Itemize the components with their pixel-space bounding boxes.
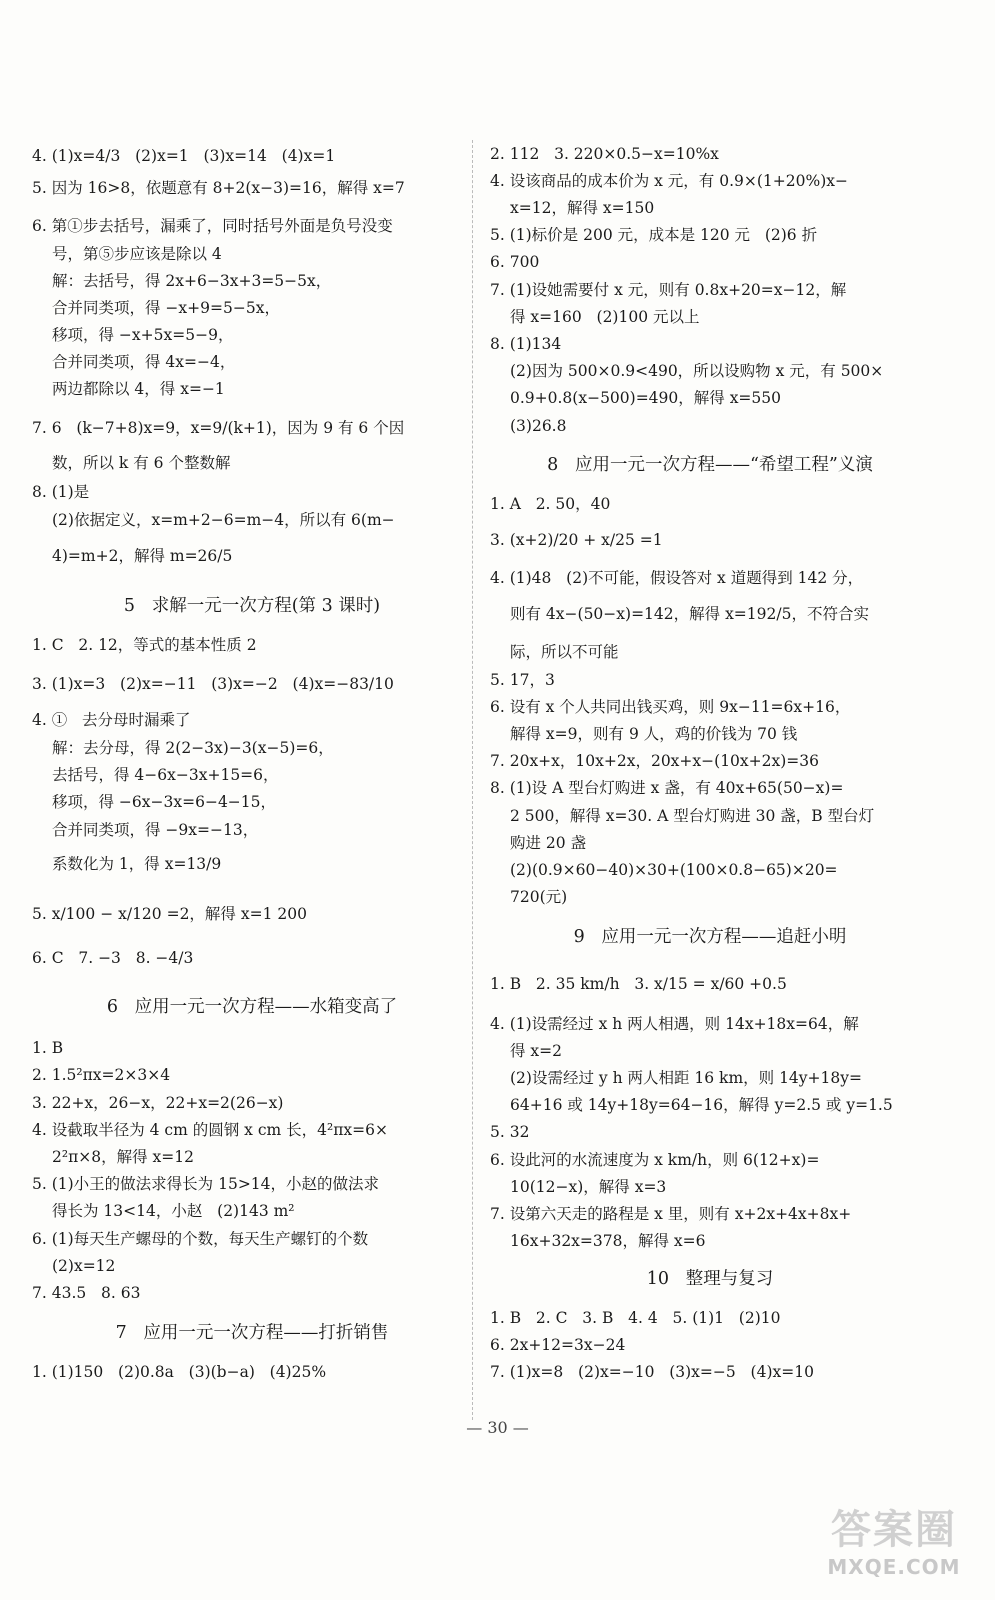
- answer-line: 4. (1)设需经过 x h 两人相遇，则 14x+18x=64，解: [490, 1015, 859, 1033]
- answer-line: 6. 2x+12=3x−24: [490, 1336, 626, 1354]
- answer-line: 4. ① 去分母时漏乘了: [32, 711, 191, 729]
- answer-line: 5. 17，3: [490, 671, 555, 689]
- answer-line: 系数化为 1，得 x=13/9: [52, 855, 222, 873]
- answer-line: 5. x/100 − x/120 =2，解得 x=1 200: [32, 905, 307, 923]
- answer-line: 1. C 2. 12，等式的基本性质 2: [32, 636, 257, 654]
- answer-line: 则有 4x−(50−x)=142，解得 x=192/5，不符合实: [510, 605, 869, 623]
- answer-line: 4. 设截取半径为 4 cm 的圆钢 x cm 长，4²πx=6×: [32, 1121, 388, 1139]
- answer-line: 10(12−x)，解得 x=3: [510, 1178, 667, 1196]
- answer-line: 2. 1.5²πx=2×3×4: [32, 1066, 171, 1084]
- answer-line: 解得 x=9，则有 9 人，鸡的价钱为 70 钱: [510, 725, 798, 743]
- answer-line: 3. (1)x=3 (2)x=−11 (3)x=−2 (4)x=−83/10: [32, 675, 394, 693]
- answer-line: 际，所以不可能: [510, 643, 619, 661]
- section-heading: 10 整理与复习: [646, 1269, 774, 1289]
- answer-line: 720(元): [510, 888, 568, 906]
- watermark: [819, 1505, 969, 1595]
- answer-line: (2)(0.9×60−40)×30+(100×0.8−65)×20=: [510, 861, 838, 879]
- answer-line: 解：去括号，得 2x+6−3x+3=5−5x，: [52, 272, 332, 290]
- answer-line: 1. (1)150 (2)0.8a (3)(b−a) (4)25%: [32, 1363, 327, 1381]
- answer-line: 8. (1)设 A 型台灯购进 x 盏，有 40x+65(50−x)=: [490, 779, 844, 797]
- answer-line: 4. 设该商品的成本价为 x 元，有 0.9×(1+20%)x−: [490, 172, 848, 190]
- answer-line: 3. (x+2)/20 + x/25 =1: [490, 531, 663, 549]
- answer-line: 1. B 2. 35 km/h 3. x/15 = x/60 +0.5: [490, 975, 787, 993]
- watermark-url: MXQE.COM: [827, 1555, 961, 1579]
- answer-line: 6. 第①步去括号，漏乘了，同时括号外面是负号没变: [32, 217, 393, 235]
- answer-line: 2 500，解得 x=30. A 型台灯购进 30 盏，B 型台灯: [510, 807, 875, 825]
- answer-line: 8. (1)是: [32, 483, 90, 501]
- answer-line: 3. 22+x，26−x，22+x=2(26−x): [32, 1094, 284, 1112]
- answer-line: 6. 设有 x 个人共同出钱买鸡，则 9x−11=6x+16，: [490, 698, 851, 716]
- answer-line: 5. 32: [490, 1123, 530, 1141]
- answer-line: 两边都除以 4，得 x=−1: [52, 380, 225, 398]
- answer-line: 7. (1)设她需要付 x 元，则有 0.8x+20=x−12，解: [490, 281, 847, 299]
- answer-line: 7. 43.5 8. 63: [32, 1284, 141, 1302]
- answer-line: 7. 20x+x，10x+2x，20x+x−(10x+2x)=36: [490, 752, 820, 770]
- answer-line: 5. (1)小王的做法求得长为 15>14，小赵的做法求: [32, 1175, 380, 1193]
- answer-line: 移项，得 −6x−3x=6−4−15，: [52, 793, 277, 811]
- answer-line: 5. 因为 16>8，依题意有 8+2(x−3)=16，解得 x=7: [32, 179, 405, 197]
- watermark-logo: 答案圈: [831, 1507, 957, 1553]
- answer-line: 6. C 7. −3 8. −4/3: [32, 949, 194, 967]
- answer-line: 4)=m+2，解得 m=26/5: [52, 547, 233, 565]
- answer-line: 去括号，得 4−6x−3x+15=6，: [52, 766, 279, 784]
- answer-line: 解：去分母，得 2(2−3x)−3(x−5)=6，: [52, 739, 334, 757]
- answer-line: 2. 112 3. 220×0.5−x=10%x: [490, 145, 719, 163]
- section-heading: 7 应用一元一次方程——打折销售: [115, 1323, 389, 1343]
- answer-line: 1. B 2. C 3. B 4. 4 5. (1)1 (2)10: [490, 1309, 781, 1327]
- answer-line: (3)26.8: [510, 417, 567, 435]
- answer-line: 移项，得 −x+5x=5−9，: [52, 326, 234, 344]
- answer-line: (2)x=12: [52, 1257, 116, 1275]
- answer-line: (2)设需经过 y h 两人相距 16 km，则 14y+18y=: [510, 1069, 863, 1087]
- answer-line: 合并同类项，得 4x=−4，: [52, 353, 236, 371]
- column-divider: [472, 140, 473, 1420]
- section-heading: 5 求解一元一次方程(第 3 课时): [123, 596, 381, 616]
- answer-line: 合并同类项，得 −9x=−13，: [52, 821, 259, 839]
- answer-line: 1. A 2. 50，40: [490, 495, 611, 513]
- answer-line: 5. (1)标价是 200 元，成本是 120 元 (2)6 折: [490, 226, 818, 244]
- answer-line: 7. 6 (k−7+8)x=9，x=9/(k+1)，因为 9 有 6 个因: [32, 419, 405, 437]
- section-heading: 9 应用一元一次方程——追赶小明: [573, 927, 847, 947]
- answer-line: 0.9+0.8(x−500)=490，解得 x=550: [510, 389, 782, 407]
- answer-line: 数，所以 k 有 6 个整数解: [52, 454, 231, 472]
- answer-line: 合并同类项，得 −x+9=5−5x，: [52, 299, 280, 317]
- answer-line: 6. 设此河的水流速度为 x km/h，则 6(12+x)=: [490, 1151, 820, 1169]
- answer-line: 得 x=160 (2)100 元以上: [510, 308, 700, 326]
- section-heading: 8 应用一元一次方程——“希望工程”义演: [547, 455, 873, 475]
- answer-line: 得长为 13<14，小赵 (2)143 m²: [52, 1202, 295, 1220]
- answer-line: 号，第⑤步应该是除以 4: [52, 245, 222, 263]
- page-number: — 30 —: [466, 1418, 529, 1437]
- answer-line: 4. (1)48 (2)不可能，假设答对 x 道题得到 142 分，: [490, 569, 864, 587]
- section-heading: 6 应用一元一次方程——水箱变高了: [106, 997, 398, 1017]
- answer-line: 得 x=2: [510, 1042, 563, 1060]
- answer-line: (2)依据定义，x=m+2−6=m−4，所以有 6(m−: [52, 511, 395, 529]
- answer-line: 7. (1)x=8 (2)x=−10 (3)x=−5 (4)x=10: [490, 1363, 814, 1381]
- answer-line: 4. (1)x=4/3 (2)x=1 (3)x=14 (4)x=1: [32, 147, 336, 165]
- answer-line: 6. (1)每天生产螺母的个数，每天生产螺钉的个数: [32, 1230, 369, 1248]
- answer-line: (2)因为 500×0.9<490，所以设购物 x 元，有 500×: [510, 362, 884, 380]
- answer-line: 1. B: [32, 1039, 64, 1057]
- answer-line: 64+16 或 14y+18y=64−16，解得 y=2.5 或 y=1.5: [510, 1096, 893, 1114]
- answer-line: 8. (1)134: [490, 335, 562, 353]
- answer-line: 购进 20 盏: [510, 834, 587, 852]
- answer-line: 7. 设第六天走的路程是 x 里，则有 x+2x+4x+8x+: [490, 1205, 852, 1223]
- answer-line: x=12，解得 x=150: [510, 199, 655, 217]
- answer-line: 2²π×8，解得 x=12: [52, 1148, 194, 1166]
- answer-line: 16x+32x=378，解得 x=6: [510, 1232, 706, 1250]
- answer-line: 6. 700: [490, 253, 540, 271]
